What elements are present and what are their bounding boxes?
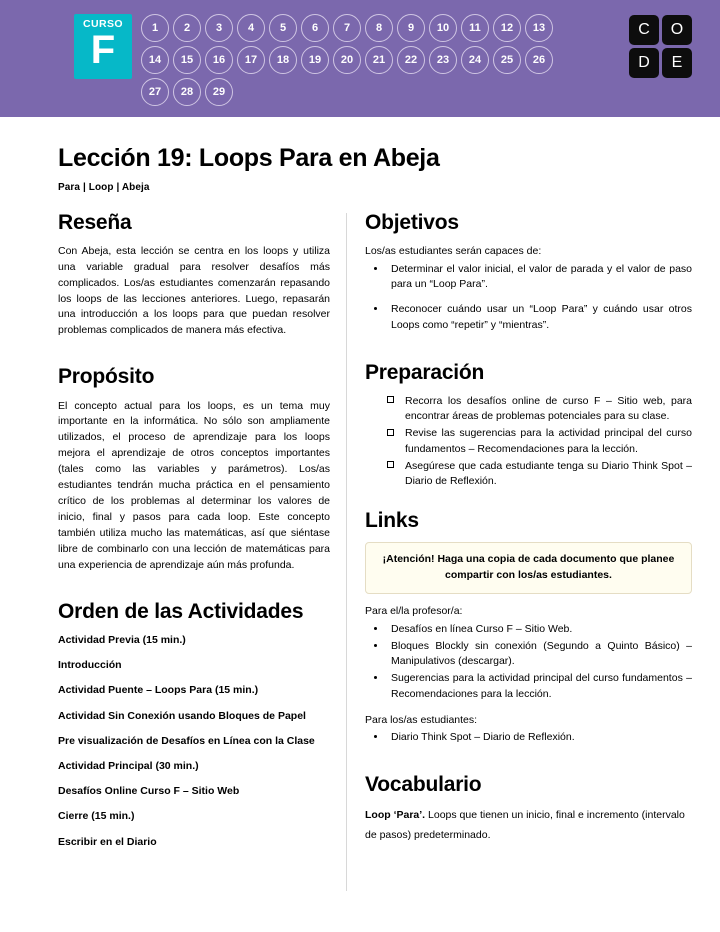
lesson-number-14[interactable]: 14 bbox=[141, 46, 169, 74]
vocabulario-definition: Loops que tienen un inicio, final e incremento (intervalo de pasos) predeterminado. bbox=[365, 809, 685, 841]
lesson-number-24[interactable]: 24 bbox=[461, 46, 489, 74]
lesson-number-16[interactable]: 16 bbox=[205, 46, 233, 74]
checkbox-icon bbox=[387, 396, 394, 403]
checkbox-icon bbox=[387, 461, 394, 468]
activity-item: Actividad Previa (15 min.) bbox=[58, 634, 186, 647]
links-heading: Links bbox=[365, 509, 419, 533]
spacer bbox=[58, 574, 330, 600]
proposito-heading: Propósito bbox=[58, 365, 155, 389]
section-resena bbox=[58, 211, 330, 340]
preparacion-heading: Preparación bbox=[365, 360, 485, 384]
preparacion-list bbox=[365, 394, 692, 491]
lesson-number-22[interactable]: 22 bbox=[397, 46, 425, 74]
activity-item: Actividad Puente – Loops Para (15 min.) bbox=[58, 684, 259, 697]
course-badge-letter: F bbox=[90, 27, 116, 72]
links-student-list bbox=[365, 730, 692, 746]
lesson-number-11[interactable]: 11 bbox=[461, 14, 489, 42]
lesson-number-29[interactable]: 29 bbox=[205, 78, 233, 106]
lesson-number-21[interactable]: 21 bbox=[365, 46, 393, 74]
lesson-number-3[interactable]: 3 bbox=[205, 14, 233, 42]
lesson-number-12[interactable]: 12 bbox=[493, 14, 521, 42]
checklist-item: Revise las sugerencias para la actividad principal del curso fundamentos – Recomendaciones para la lección. bbox=[387, 426, 692, 458]
code-logo-letter-d: D bbox=[629, 48, 659, 78]
code-logo-letter-e: E bbox=[662, 48, 692, 78]
spacer bbox=[365, 704, 692, 713]
right-column bbox=[347, 211, 692, 891]
activity-item: Escribir en el Diario bbox=[58, 835, 157, 848]
objetivos-list bbox=[365, 262, 692, 334]
lesson-number-7[interactable]: 7 bbox=[333, 14, 361, 42]
links-teacher-list bbox=[365, 622, 692, 703]
lesson-number-8[interactable]: 8 bbox=[365, 14, 393, 42]
activity-item: Pre visualización de Desafíos en Línea con la Clase bbox=[58, 734, 315, 747]
spacer bbox=[365, 491, 692, 509]
lesson-number-13[interactable]: 13 bbox=[525, 14, 553, 42]
resena-heading: Reseña bbox=[58, 210, 132, 234]
lesson-number-15[interactable]: 15 bbox=[173, 46, 201, 74]
links-teacher-label: Para el/la profesor/a: bbox=[365, 604, 463, 617]
vocabulario-term: Loop ‘Para’. bbox=[365, 809, 426, 822]
lesson-page bbox=[0, 117, 720, 891]
spacer bbox=[58, 339, 330, 365]
code-logo-letter-c: C bbox=[629, 15, 659, 45]
lesson-number-18[interactable]: 18 bbox=[269, 46, 297, 74]
lesson-number-5[interactable]: 5 bbox=[269, 14, 297, 42]
list-item: • Sugerencias para la actividad principal del curso fundamentos – Recomendaciones para la lección. bbox=[387, 671, 692, 703]
lesson-number-28[interactable]: 28 bbox=[173, 78, 201, 106]
section-links bbox=[365, 509, 692, 746]
lesson-number-6[interactable]: 6 bbox=[301, 14, 329, 42]
lesson-number-grid bbox=[141, 14, 585, 110]
actividades-heading: Orden de las Actividades bbox=[58, 599, 304, 623]
list-item: • Determinar el valor inicial, el valor de parada y el valor de paso para un “Loop Para”. bbox=[387, 262, 692, 294]
proposito-body: El concepto actual para los loops, es un tema muy importante en la informática. No sólo son ampliamente utilizados, el proceso de aprendizaje para los loops mejora el aprendizaje de otros conceptos importantes (tales como las variables y parámetros). Los/as estudiantes tendrán mucha práctica en el pensamiento crítico de los problemas al determinar los valores de inicio, final y pasos para cada loop. Este concepto también utiliza mucho las matemáticas, así que siéntase libre de combinarlo con una lección de matemáticas para una experiencia de aprendizaje aún más profunda. bbox=[58, 399, 330, 572]
checklist-item: Recorra los desafíos online de curso F – Sitio web, para encontrar áreas de problemas potenciales para su clase. bbox=[387, 394, 692, 426]
list-item: • Desafíos en línea Curso F – Sitio Web. bbox=[387, 622, 692, 638]
activity-item: Cierre (15 min.) bbox=[58, 810, 135, 823]
links-callout: ¡Atención! Haga una copia de cada documento que planee compartir con los/as estudiantes. bbox=[365, 542, 692, 593]
activity-item: Actividad Sin Conexión usando Bloques de Papel bbox=[58, 709, 306, 722]
code-logo-letter-o: O bbox=[662, 15, 692, 45]
course-header-band bbox=[0, 0, 720, 117]
lesson-number-1[interactable]: 1 bbox=[141, 14, 169, 42]
page-subtitle: Para | Loop | Abeja bbox=[58, 181, 150, 193]
lesson-number-17[interactable]: 17 bbox=[237, 46, 265, 74]
section-preparacion bbox=[365, 361, 692, 491]
course-badge-label: CURSO bbox=[83, 18, 123, 30]
checkbox-icon bbox=[387, 429, 394, 436]
lesson-number-10[interactable]: 10 bbox=[429, 14, 457, 42]
objetivos-intro: Los/as estudiantes serán capaces de: bbox=[365, 244, 542, 257]
lesson-number-4[interactable]: 4 bbox=[237, 14, 265, 42]
section-orden-actividades bbox=[58, 600, 330, 849]
lesson-number-9[interactable]: 9 bbox=[397, 14, 425, 42]
list-item: • Bloques Blockly sin conexión (Segundo a Quinto Básico) – Manipulativos (descargar). bbox=[387, 639, 692, 671]
lesson-number-20[interactable]: 20 bbox=[333, 46, 361, 74]
resena-body: Con Abeja, esta lección se centra en los loops y utiliza una variable gradual para resolver desafíos más complicados. Los/as estudiantes comenzarán repasando los loops de las lecciones anteriores. Luego, repasarán una introducción a los loops para que puedan resolver problemas complicados de manera más efectiva. bbox=[58, 244, 330, 337]
list-item: • Diario Think Spot – Diario de Reflexión. bbox=[387, 730, 692, 746]
left-column bbox=[58, 211, 346, 891]
section-vocabulario bbox=[365, 773, 692, 845]
page-title: Lección 19: Loops Para en Abeja bbox=[58, 144, 440, 172]
section-objetivos bbox=[365, 211, 692, 334]
two-column-body bbox=[58, 211, 692, 891]
lesson-number-2[interactable]: 2 bbox=[173, 14, 201, 42]
lesson-number-25[interactable]: 25 bbox=[493, 46, 521, 74]
activity-item: Introducción bbox=[58, 659, 122, 672]
activity-item: Actividad Principal (30 min.) bbox=[58, 759, 199, 772]
links-student-label: Para los/as estudiantes: bbox=[365, 713, 478, 726]
activity-list bbox=[58, 633, 330, 849]
header-content bbox=[0, 14, 720, 117]
spacer bbox=[365, 747, 692, 773]
vocabulario-entry bbox=[365, 806, 692, 845]
vocabulario-heading: Vocabulario bbox=[365, 773, 482, 797]
lesson-number-27[interactable]: 27 bbox=[141, 78, 169, 106]
activity-item: Desafíos Online Curso F – Sitio Web bbox=[58, 785, 240, 798]
checklist-item: Asegúrese que cada estudiante tenga su Diario Think Spot – Diario de Reflexión. bbox=[387, 459, 692, 491]
section-proposito bbox=[58, 365, 330, 574]
course-badge[interactable] bbox=[74, 14, 132, 79]
lesson-number-23[interactable]: 23 bbox=[429, 46, 457, 74]
lesson-number-19[interactable]: 19 bbox=[301, 46, 329, 74]
list-item: • Reconocer cuándo usar un “Loop Para” y cuándo usar otros Loops como “repetir” y “mientras”. bbox=[387, 302, 692, 334]
spacer bbox=[365, 343, 692, 361]
objetivos-heading: Objetivos bbox=[365, 210, 459, 234]
lesson-number-26[interactable]: 26 bbox=[525, 46, 553, 74]
code-org-logo[interactable] bbox=[629, 15, 692, 78]
